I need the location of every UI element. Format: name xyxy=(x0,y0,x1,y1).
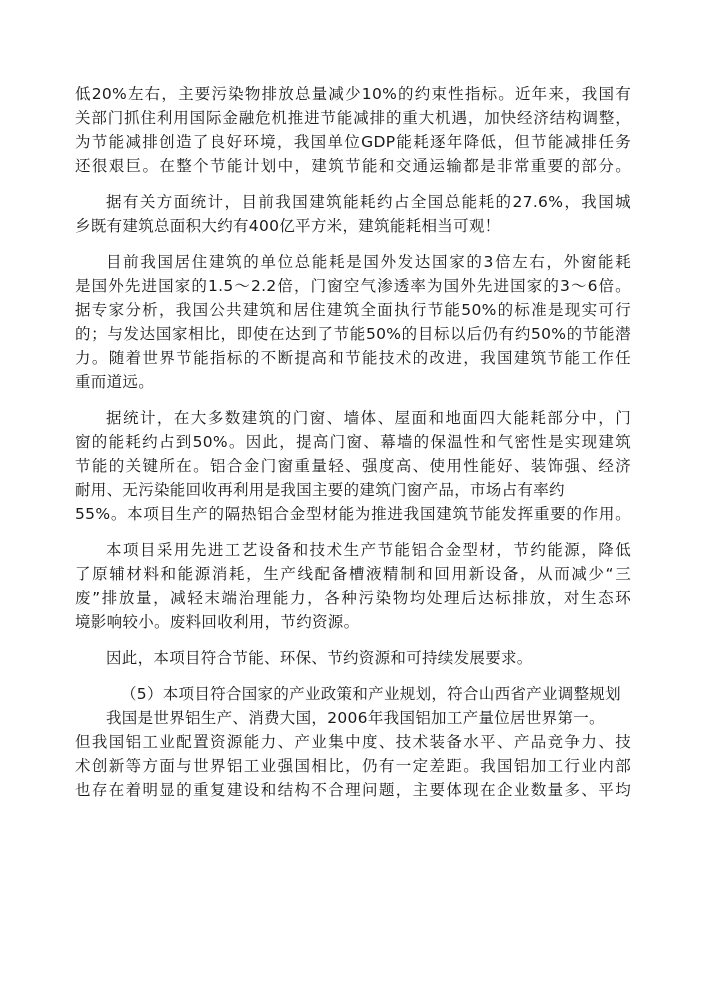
text-line: 55%。本项目生产的隔热铝合金型材能为推进我国建筑节能发挥重要的作用。 xyxy=(75,505,631,523)
text-line: 窗的能耗约占到50%。因此，提高门窗、幕墙的保温性和气密性是实现建筑 xyxy=(75,433,631,451)
text-line: 但我国铝工业配置资源能力、产业集中度、技术装备水平、产品竞争力、技 xyxy=(75,733,631,751)
document-body xyxy=(75,82,631,802)
text-line: 我国是世界铝生产、消费大国，2006年我国铝加工产量位居世界第一。 xyxy=(106,709,605,727)
text-line: 重而道远。 xyxy=(75,373,155,391)
text-line: 目前我国居住建筑的单位总能耗是国外发达国家的3倍左右，外窗能耗 xyxy=(106,253,631,271)
text-line: 低20%左右，主要污染物排放总量减少10%的约束性指标。近年来，我国有 xyxy=(75,85,631,103)
text-line: 还很艰巨。在整个节能计划中，建筑节能和交通运输都是非常重要的部分。 xyxy=(75,157,631,175)
text-line: 乡既有建筑总面积大约有400亿平方米，建筑能耗相当可观！ xyxy=(75,217,501,235)
text-line: 为节能减排创造了良好环境，我国单位GDP能耗逐年降低，但节能减排任务 xyxy=(75,133,631,151)
text-line: 的；与发达国家相比，即使在达到了节能50%的目标以后仍有约50%的节能潜 xyxy=(75,325,631,343)
text-line: 据专家分析，我国公共建筑和居住建筑全面执行节能50%的标准是现实可行 xyxy=(75,301,631,319)
text-line: 节能的关键所在。铝合金门窗重量轻、强度高、使用性能好、装饰强、经济 xyxy=(75,457,631,475)
text-line: 了原辅材料和能源消耗，生产线配备槽液精制和回用新设备，从而减少“三 xyxy=(75,565,631,583)
text-line: 也存在着明显的重复建设和结构不合理问题，主要体现在企业数量多、平均 xyxy=(75,781,631,799)
text-line: 废”排放量，减轻末端治理能力，各种污染物均处理后达标排放，对生态环 xyxy=(75,589,631,607)
section-heading: （5）本项目符合国家的产业政策和产业规划，符合山西省产业调整规划 xyxy=(121,685,621,703)
text-line: 因此，本项目符合节能、环保、节约资源和可持续发展要求。 xyxy=(106,649,533,667)
text-line: 据统计，在大多数建筑的门窗、墙体、屋面和地面四大能耗部分中，门 xyxy=(106,409,631,427)
text-line: 力。随着世界节能指标的不断提高和节能技术的改进，我国建筑节能工作任 xyxy=(75,349,631,367)
text-line: 据有关方面统计，目前我国建筑能耗约占全国总能耗的27.6%，我国城 xyxy=(106,193,631,211)
text-line: 耐用、无污染能回收再利用是我国主要的建筑门窗产品，市场占有率约 xyxy=(75,481,565,499)
text-line: 术创新等方面与世界铝工业强国相比，仍有一定差距。我国铝加工行业内部 xyxy=(75,757,631,775)
text-line: 境影响较小。废料回收利用，节约资源。 xyxy=(75,613,360,631)
text-line: 关部门抓住利用国际金融危机推进节能减排的重大机遇，加快经济结构调整， xyxy=(75,109,631,127)
text-line: 是国外先进国家的1.5～2.2倍，门窗空气渗透率为国外先进国家的3～6倍。 xyxy=(75,277,631,295)
text-line: 本项目采用先进工艺设备和技术生产节能铝合金型材，节约能源，降低 xyxy=(106,541,631,559)
